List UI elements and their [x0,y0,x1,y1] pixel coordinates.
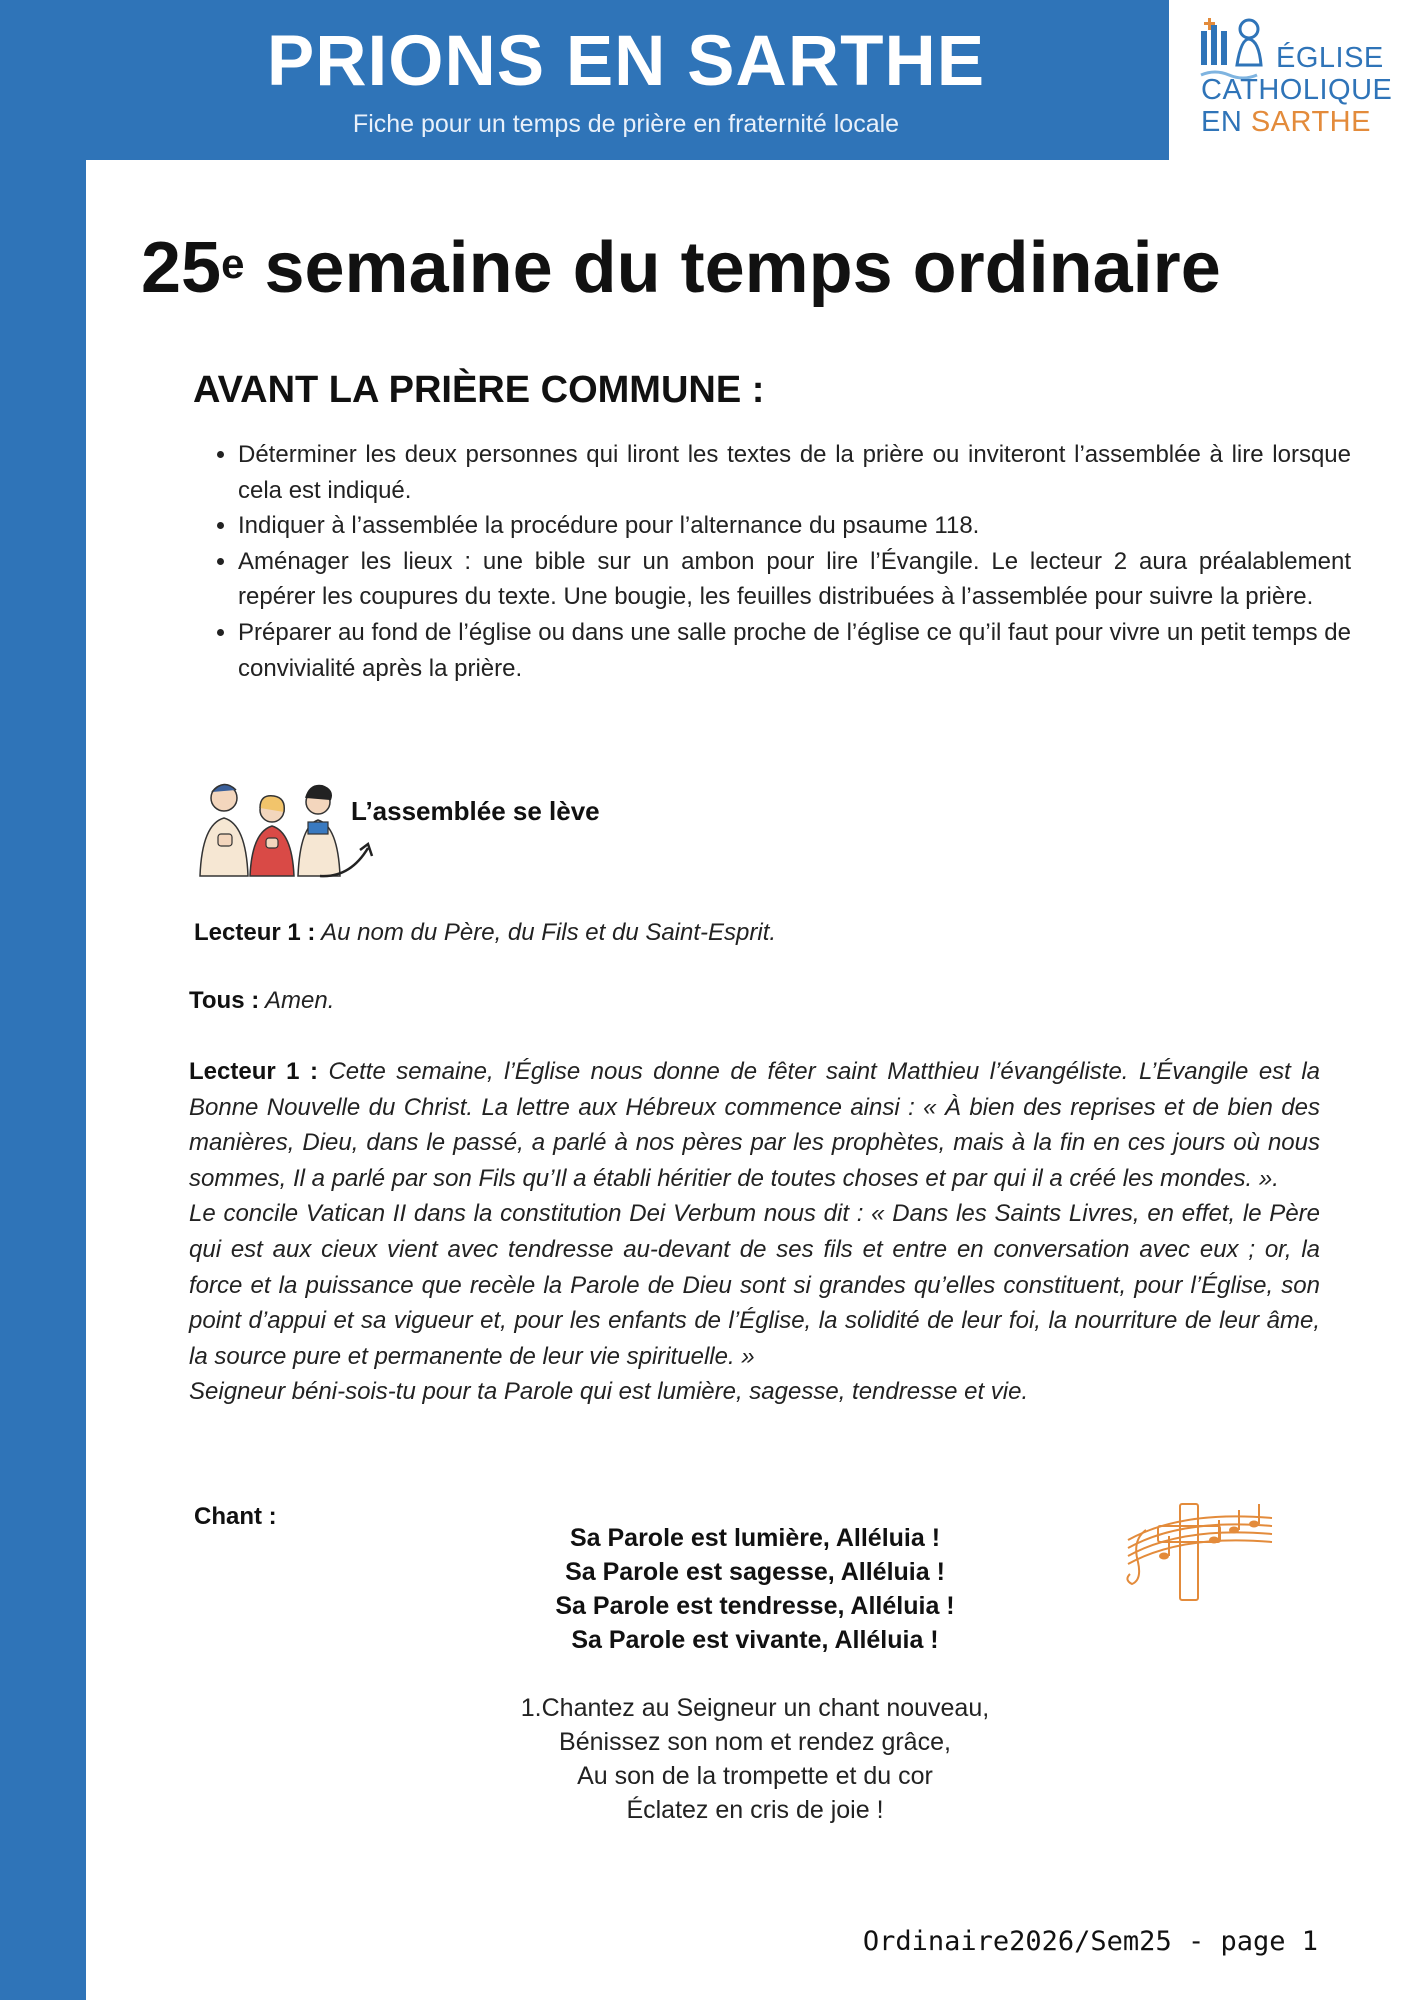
page-title: 25e semaine du temps ordinaire [141,228,1221,308]
refrain-line: Sa Parole est tendresse, Alléluia ! [555,1592,955,1620]
refrain-line: Sa Parole est lumière, Alléluia ! [569,1524,941,1552]
verse-line: Bénissez son nom et rendez grâce, [559,1728,951,1756]
verse-line: Au son de la trompette et du cor [577,1762,933,1790]
all-response: Tous : Amen. [189,987,335,1014]
logo-line-1: ÉGLISE [1276,42,1384,74]
preparation-list [205,437,1351,686]
reader-1-opening: Lecteur 1 : Au nom du Père, du Fils et du Saint-Esprit. [194,919,777,946]
diocese-logo [1196,12,1396,157]
logo-line-2: CATHOLIQUE [1201,74,1393,106]
page-footer: Ordinaire2026/Sem25 - page 1 [862,1926,1318,1957]
logo-text [1201,42,1392,138]
verse-line: Éclatez en cris de joie ! [626,1796,884,1824]
chant-verse [445,1691,1065,1827]
reader-1-introduction: Lecteur 1 : Cette semaine, l’Église nous donne de fêter saint Matthieu l’évangéliste. L’Évangile est la Bonne Nouvelle du Christ. La lettre aux Hébreux commence ainsi : « À bien des reprises et de bien des manières, Dieu, dans le passé, a parlé à nos pères par les prophètes, mais à la fin en ces jours où nous sommes, Il a parlé par son Fils qu’Il a établi héritier de toutes choses et par qui il a créé les mondes. ». Le concile Vatican II dans la constitution Dei Verbum nous dit : « Dans les Saints Livres, en effet, le Père qui est aux cieux vient avec tendresse au-devant de ses fils et entre en conversation avec eux ; or, la force et la puissance que recèle la Parole de Dieu sont si grandes qu’elles constituent, pour l’Église, son point d’appui et sa vigueur et, pour les enfants de l’Église, la solidité de leur foi, la nourriture de leur âme, la source pure et permanente de leur vie spirituelle. » Seigneur béni-sois-tu pour ta Parole qui est lumière, sagesse, tendresse et vie. [189,1058,1320,1406]
list-item: • Déterminer les deux personnes qui liront les textes de la prière ou inviteront l’assemblée à lire lorsque cela est indiqué. [238,437,1351,508]
logo-line-3: EN SARTHE [1201,106,1371,138]
header-banner [0,0,1169,160]
refrain-line: Sa Parole est sagesse, Alléluia ! [565,1558,945,1586]
list-item: • Aménager les lieux : une bible sur un ambon pour lire l’Évangile. Le lecteur 2 aura préalablement repérer les coupures du texte. Une bougie, les feuilles distribuées à l’assemblée pour suivre la prière. [238,544,1351,615]
list-item: • Indiquer à l’assemblée la procédure pour l’alternance du psaume 118. [238,508,1351,544]
left-blue-band [0,0,86,2000]
banner-title: PRIONS EN SARTHE [266,22,986,101]
refrain-line: Sa Parole est vivante, Alléluia ! [571,1626,939,1654]
list-item: • Préparer au fond de l’église ou dans une salle proche de l’église ce qu’il faut pour vivre un petit temps de convivialité après la prière. [238,615,1351,686]
music-notes-cross-icon [1122,1500,1282,1605]
section-heading-before-prayer: AVANT LA PRIÈRE COMMUNE : [193,369,765,411]
banner-subtitle: Fiche pour un temps de prière en fraternité locale [352,110,900,138]
chant-label: Chant : [194,1503,277,1530]
stand-instruction: L’assemblée se lève [351,796,600,826]
verse-line: 1.Chantez au Seigneur un chant nouveau, [520,1694,990,1722]
chant-refrain [445,1521,1065,1657]
